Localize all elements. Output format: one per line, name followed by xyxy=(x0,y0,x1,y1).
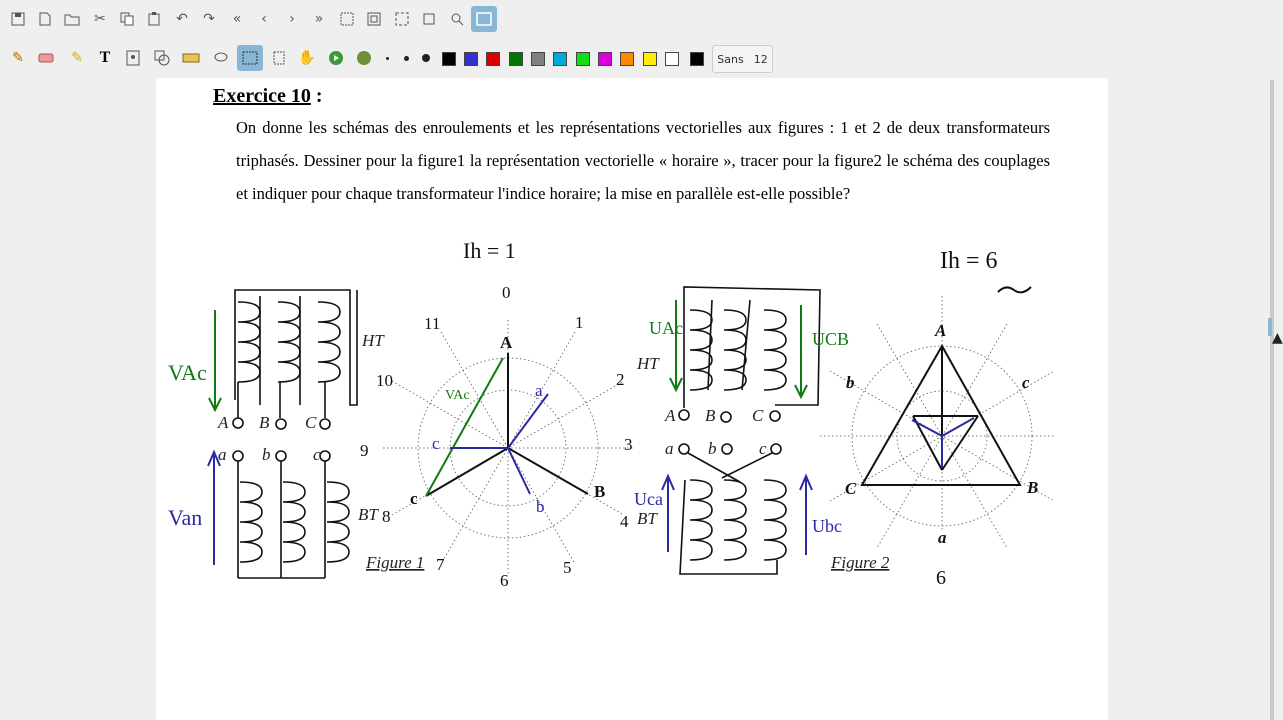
color-swatch-current[interactable] xyxy=(690,52,704,66)
save-icon[interactable] xyxy=(7,8,29,30)
cut-icon[interactable]: ✂ xyxy=(94,11,106,27)
color-swatch-red[interactable] xyxy=(486,52,500,66)
clock-10: 10 xyxy=(376,371,393,390)
color-swatch-cyan[interactable] xyxy=(553,52,567,66)
clock-1: 1 xyxy=(575,313,584,332)
phasor-label-C-fig1: c xyxy=(410,489,418,508)
color-swatch-green[interactable] xyxy=(509,52,523,66)
redo-icon[interactable]: ↷ xyxy=(203,11,215,27)
label-c-fig1: c xyxy=(313,445,321,464)
phasor-label-B-fig1: B xyxy=(594,482,606,501)
handwriting-six: 6 xyxy=(936,567,946,589)
hand-icon[interactable]: ✋ xyxy=(298,50,316,66)
bt-windings-fig1 xyxy=(233,451,349,578)
label-b-fig2-diagram: b xyxy=(846,373,855,392)
label-b-fig1: b xyxy=(262,445,271,464)
clock-4: 4 xyxy=(620,512,629,531)
bt-windings-fig2 xyxy=(679,444,786,574)
tools-toolbar xyxy=(0,42,1280,76)
zoom-page-icon[interactable] xyxy=(418,8,440,30)
label-A-fig2-diagram: A xyxy=(935,321,947,340)
color-swatch-black[interactable] xyxy=(442,52,456,66)
label-B-fig2: B xyxy=(705,406,716,425)
eraser-icon[interactable] xyxy=(35,47,57,69)
color-swatch-orange[interactable] xyxy=(620,52,634,66)
clock-2: 2 xyxy=(616,370,625,389)
document-page[interactable] xyxy=(156,78,1108,720)
zoom-region-icon[interactable] xyxy=(391,8,413,30)
label-C-fig2: C xyxy=(752,406,764,425)
handwriting-ih1: Ih = 1 xyxy=(463,238,516,263)
clock-5: 5 xyxy=(563,558,572,577)
vertical-scrollbar[interactable] xyxy=(1270,80,1274,720)
voltage-arrows-fig1 xyxy=(208,310,221,565)
label-c-fig2: c xyxy=(759,439,767,458)
handwriting-vac-small: VAc xyxy=(445,388,470,403)
label-C-fig2-diagram: C xyxy=(845,479,857,498)
text-icon[interactable]: T xyxy=(99,49,111,66)
zoom-width-icon[interactable] xyxy=(363,8,385,30)
label-A-fig2: A xyxy=(665,406,676,425)
handwriting-ubc: Ubc xyxy=(812,516,842,536)
label-a-fig2: a xyxy=(665,439,674,458)
figures-canvas xyxy=(156,78,1108,720)
phasor-label-A-fig1: A xyxy=(500,333,513,352)
new-page-icon[interactable] xyxy=(34,8,56,30)
highlighter-icon[interactable]: ✎ xyxy=(71,50,83,66)
exercise-title-suffix: : xyxy=(310,85,323,107)
exercise-paragraph: On donne les schémas des enroulements et les représentations vectorielles aux figures : 1 et 2 de deux transformateurs triphasés. Dessiner pour la figure1 la représentation vectorielle « horaire », tracer pour la figure2 le schéma des couplages et indiquer pour chaque transformateur l'indice horaire; la mise en parallèle est-elle possible? xyxy=(236,118,1050,203)
medium-width-dot[interactable] xyxy=(404,56,409,61)
mouse-cursor-icon: ▲ xyxy=(1272,330,1283,346)
label-ht-fig1: HT xyxy=(362,331,384,350)
label-A-fig1: A xyxy=(218,413,229,432)
lasso-icon[interactable] xyxy=(210,47,232,69)
clock-9: 9 xyxy=(360,441,369,460)
font-selector-button[interactable] xyxy=(712,45,773,73)
color-swatch-gray[interactable] xyxy=(531,52,545,66)
color-picker-icon[interactable] xyxy=(353,47,375,69)
label-b-fig2: b xyxy=(708,439,717,458)
label-bt-fig2: BT xyxy=(637,509,657,528)
thin-width-dot[interactable] xyxy=(386,57,389,60)
color-swatch-lime[interactable] xyxy=(576,52,590,66)
phasor-label-b-fig1: b xyxy=(536,497,545,516)
label-B-fig2-diagram: B xyxy=(1027,478,1039,497)
handwriting-vac: VAc xyxy=(168,360,207,385)
handwriting-uca: Uca xyxy=(634,489,663,509)
search-icon[interactable] xyxy=(446,8,468,30)
exercise-title-main: Exercice 10 xyxy=(213,85,311,107)
zoom-fit-icon[interactable] xyxy=(336,8,358,30)
thick-width-dot[interactable] xyxy=(422,54,430,62)
select-rect-icon[interactable] xyxy=(237,45,263,71)
open-folder-icon[interactable] xyxy=(61,8,83,30)
font-name: Sans xyxy=(717,52,744,66)
label-ht-fig2: HT xyxy=(637,354,659,373)
ht-windings-fig1 xyxy=(233,290,357,429)
undo-icon[interactable]: ↶ xyxy=(176,11,188,27)
clock-11: 11 xyxy=(424,314,441,333)
clock-0: 0 xyxy=(502,283,511,302)
shapes-icon[interactable] xyxy=(151,47,173,69)
play-icon[interactable] xyxy=(325,47,347,69)
handwriting-uac: UAc xyxy=(649,318,683,338)
label-a-fig1: a xyxy=(218,445,227,464)
ht-windings-fig2 xyxy=(679,287,820,422)
phasor-label-a-fig1: a xyxy=(535,381,543,400)
pen-icon[interactable]: ✎ xyxy=(12,50,24,66)
color-swatch-blue[interactable] xyxy=(464,52,478,66)
label-c-fig2-diagram: c xyxy=(1022,373,1030,392)
ruler-icon[interactable] xyxy=(180,47,202,69)
image-icon[interactable] xyxy=(122,47,144,69)
clock-8: 8 xyxy=(382,507,391,526)
fullscreen-icon[interactable] xyxy=(471,6,497,32)
clock-6: 6 xyxy=(500,571,509,590)
phasor-label-c-fig1: c xyxy=(432,434,440,453)
label-B-fig1: B xyxy=(259,413,270,432)
paste-icon[interactable] xyxy=(143,8,165,30)
color-swatch-magenta[interactable] xyxy=(598,52,612,66)
clock-7: 7 xyxy=(436,555,445,574)
first-page-icon[interactable]: « xyxy=(232,11,242,27)
color-swatch-white[interactable] xyxy=(665,52,679,66)
font-size: 12 xyxy=(753,52,768,66)
phasors-fig1 xyxy=(426,353,588,496)
last-page-icon[interactable]: » xyxy=(314,11,324,27)
label-bt-fig1: BT xyxy=(358,505,378,524)
select-region-icon[interactable] xyxy=(268,47,290,69)
label-C-fig1: C xyxy=(305,413,317,432)
handwriting-van: Van xyxy=(168,505,203,530)
copy-icon[interactable] xyxy=(116,8,138,30)
figure1-caption: Figure 1 xyxy=(366,553,425,572)
next-page-icon[interactable]: › xyxy=(289,11,295,27)
figure2-caption: Figure 2 xyxy=(831,553,890,572)
label-a-fig2-diagram: a xyxy=(938,528,947,547)
main-toolbar xyxy=(0,0,1280,40)
previous-page-icon[interactable]: ‹ xyxy=(261,11,267,27)
clock-3: 3 xyxy=(624,435,633,454)
handwriting-ucb: UCB xyxy=(812,329,850,349)
color-swatch-yellow[interactable] xyxy=(643,52,657,66)
handwriting-ih6: Ih = 6 xyxy=(940,248,998,274)
